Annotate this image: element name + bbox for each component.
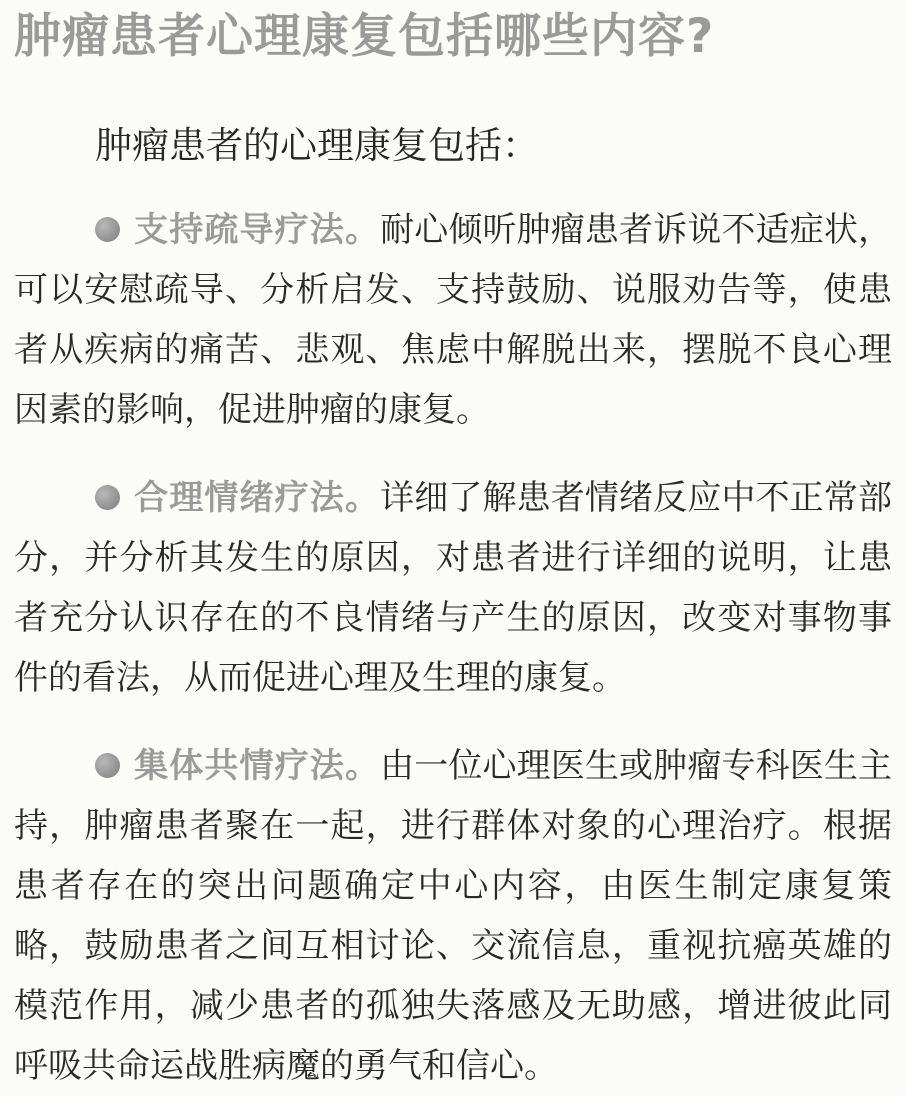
section-support-therapy [14, 200, 892, 440]
section-heading: 集体共情疗法。 [134, 746, 381, 786]
bullet-dot-icon [95, 217, 120, 242]
section-heading: 合理情绪疗法。 [134, 478, 381, 518]
bullet-dot-icon [95, 485, 120, 510]
section-body: 由一位心理医生或肿瘤专科医生主持，肿瘤患者聚在一起，进行群体对象的心理治疗。根据患者存在的突出问题确定中心内容，由医生制定康复策略，鼓励患者之间互相讨论、交流信息，重视抗癌英雄的模范作用，减少患者的孤独失落感及无助感，增进彼此同呼吸共命运战胜病魔的勇气和信心。 [14, 746, 893, 1086]
section-heading: 支持疏导疗法。 [134, 210, 381, 250]
section-body: 耐心倾听肿瘤患者诉说不适症状，可以安慰疏导、分析启发、支持鼓励、说服劝告等，使患者从疾病的痛苦、悲观、焦虑中解脱出来，摆脱不良心理因素的影响，促进肿瘤的康复。 [14, 210, 893, 430]
section-group-empathy-therapy [14, 736, 892, 1096]
intro-text: 肿瘤患者的心理康复包括： [95, 124, 539, 167]
section-rational-emotion-therapy [14, 468, 892, 708]
bullet-dot-icon [95, 753, 120, 778]
page-title: 肿瘤患者心理康复包括哪些内容? [14, 9, 715, 64]
section-body: 详细了解患者情绪反应中不正常部分，并分析其发生的原因，对患者进行详细的说明，让患者充分认识存在的不良情绪与产生的原因，改变对事物事件的看法，从而促进心理及生理的康复。 [14, 478, 893, 698]
